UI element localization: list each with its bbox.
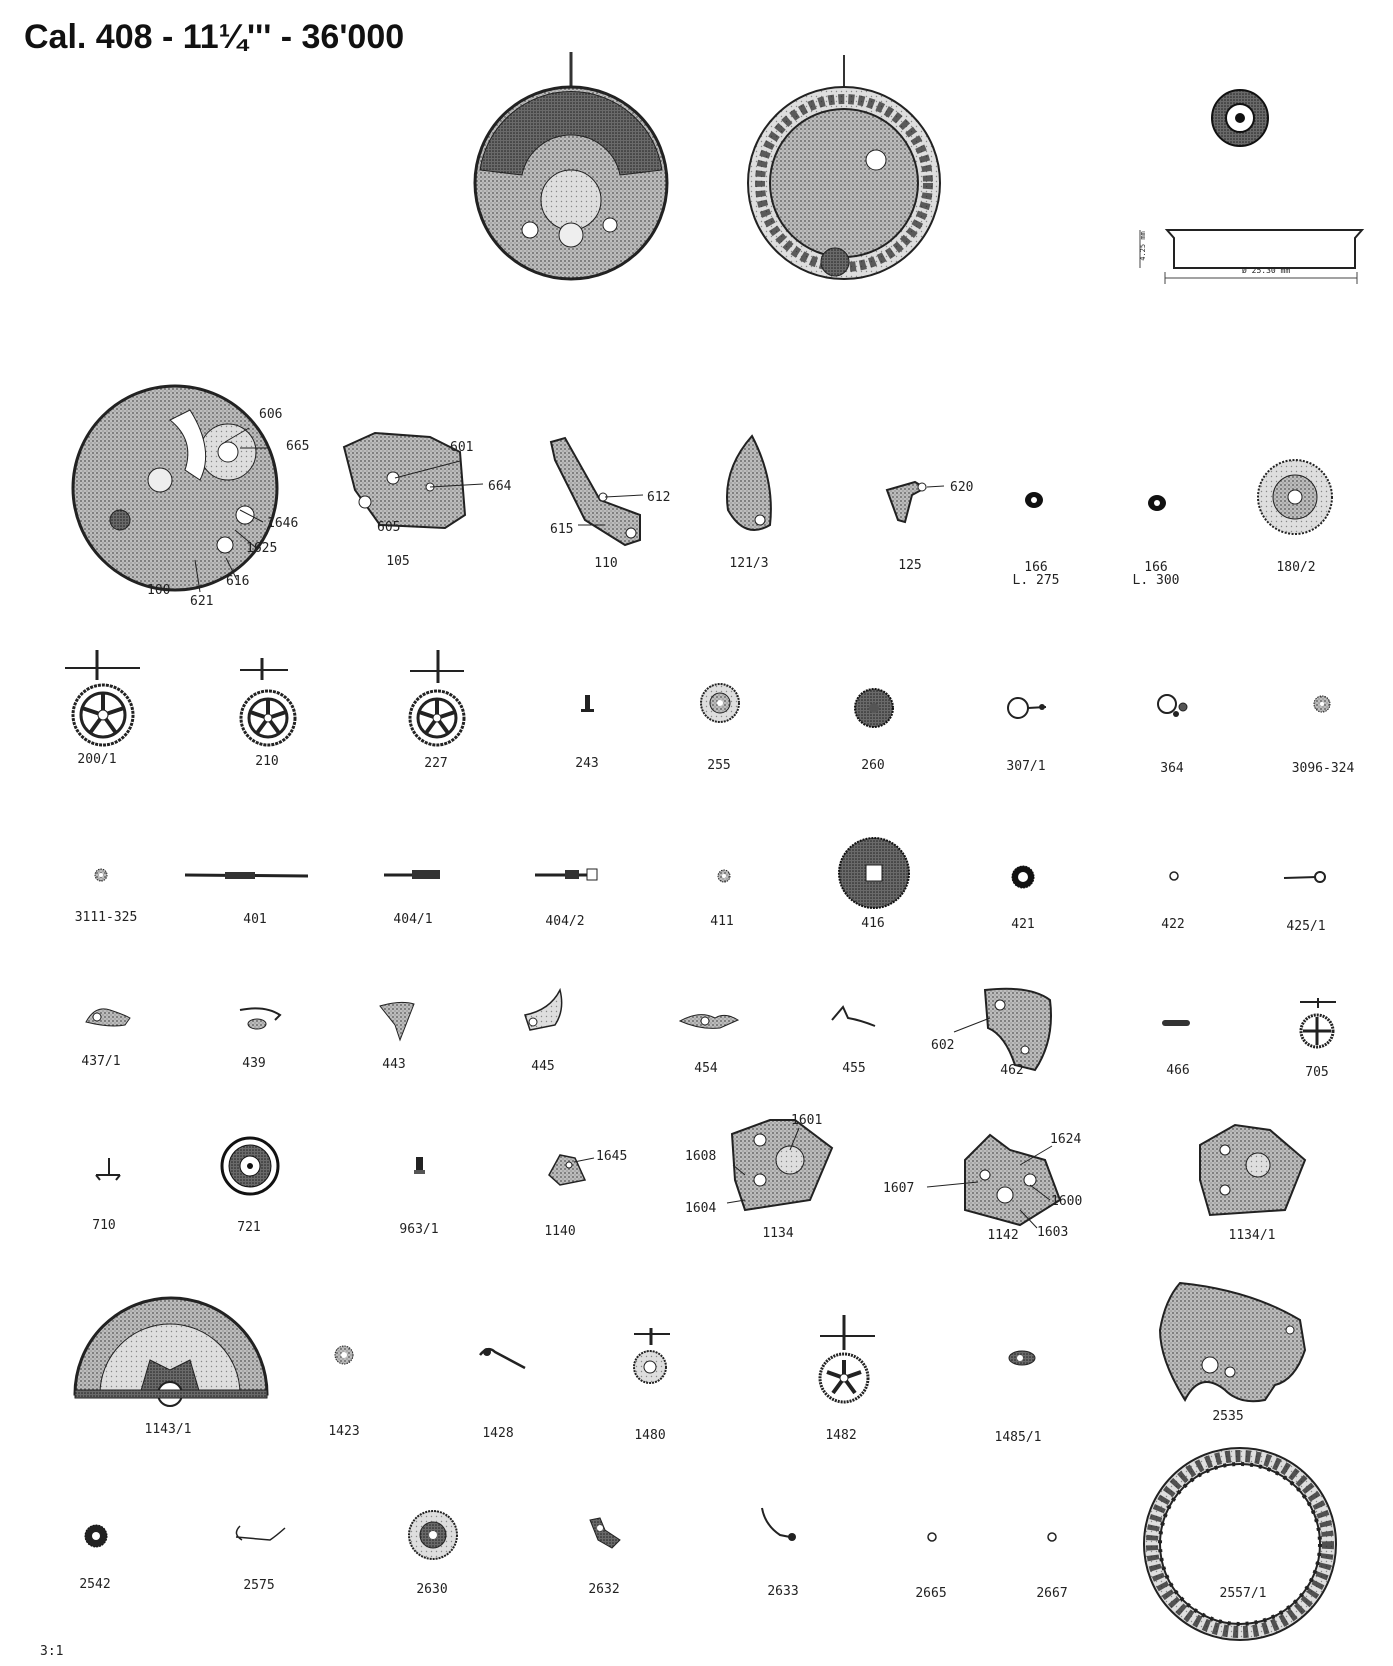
wheel-260 bbox=[855, 689, 893, 727]
callout-1624: 1624 bbox=[1050, 1132, 1082, 1147]
wheel-1480 bbox=[634, 1328, 670, 1383]
dimension-height-label: 4.25 mm bbox=[1138, 231, 1147, 261]
wheel-210 bbox=[240, 658, 295, 745]
spring-2633 bbox=[762, 1508, 796, 1541]
callout-100: 100 bbox=[147, 583, 171, 598]
part-422 bbox=[1170, 872, 1178, 880]
callout-621: 621 bbox=[190, 594, 214, 609]
part-label: 416 bbox=[861, 916, 885, 931]
callout-665: 665 bbox=[286, 439, 310, 454]
wheel-2630 bbox=[409, 1511, 457, 1559]
movement-dial-side bbox=[748, 55, 940, 279]
part-2667 bbox=[1048, 1533, 1056, 1541]
part-label: 454 bbox=[694, 1061, 718, 1076]
part-label: 1480 bbox=[634, 1428, 666, 1443]
plate-462 bbox=[954, 989, 1051, 1070]
part-label: 963/1 bbox=[399, 1222, 439, 1237]
pinion-243 bbox=[581, 695, 594, 712]
part-label: 1134 bbox=[762, 1226, 794, 1241]
callout-1608: 1608 bbox=[685, 1149, 717, 1164]
callout-616: 616 bbox=[226, 574, 250, 589]
part-label: 1485/1 bbox=[994, 1430, 1042, 1445]
part-label: 3096-324 bbox=[1291, 761, 1355, 776]
callout-615: 615 bbox=[550, 522, 574, 537]
part-label: 2557/1 bbox=[1219, 1586, 1267, 1601]
callout-1603: 1603 bbox=[1037, 1225, 1069, 1240]
part-label: 404/2 bbox=[545, 914, 585, 929]
part-label: 364 bbox=[1160, 761, 1184, 776]
callout-1646: 1646 bbox=[267, 516, 299, 531]
callout-612: 612 bbox=[647, 490, 671, 505]
part-label: L. 300 bbox=[1132, 573, 1180, 588]
main-plate-100 bbox=[73, 386, 277, 592]
jewel-166-275 bbox=[1025, 492, 1043, 508]
part-label: 404/1 bbox=[393, 912, 433, 927]
bridge-1134-1 bbox=[1200, 1125, 1305, 1215]
wheel-200-1 bbox=[65, 650, 140, 745]
part-1140 bbox=[549, 1155, 594, 1185]
part-710 bbox=[96, 1158, 120, 1180]
part-label: 243 bbox=[575, 756, 599, 771]
spring-2575 bbox=[236, 1526, 285, 1540]
part-label: 125 bbox=[898, 558, 922, 573]
part-label: 2667 bbox=[1036, 1586, 1068, 1601]
stem-404-2 bbox=[535, 869, 597, 880]
part-label: 307/1 bbox=[1006, 759, 1046, 774]
part-label: 227 bbox=[424, 756, 448, 771]
wheel-416 bbox=[839, 838, 909, 908]
part-label: 422 bbox=[1161, 917, 1185, 932]
part-label: 425/1 bbox=[1286, 919, 1326, 934]
part-label: 455 bbox=[842, 1061, 866, 1076]
part-label: 110 bbox=[594, 556, 618, 571]
part-label: 721 bbox=[237, 1220, 261, 1235]
part-425-1 bbox=[1284, 872, 1325, 882]
part-label: 2630 bbox=[416, 1582, 448, 1597]
dimension-diameter-label: Ø 25.30 mm bbox=[1242, 266, 1291, 275]
part-label: 2575 bbox=[243, 1578, 275, 1593]
callout-1607: 1607 bbox=[883, 1181, 915, 1196]
part-label: 411 bbox=[710, 914, 734, 929]
bridge-1142 bbox=[927, 1135, 1060, 1228]
scale-label: 3:1 bbox=[40, 1644, 64, 1659]
part-label: 1143/1 bbox=[144, 1422, 192, 1437]
part-label: 255 bbox=[707, 758, 731, 773]
part-label: 439 bbox=[242, 1056, 266, 1071]
part-label: 210 bbox=[255, 754, 279, 769]
part-443 bbox=[380, 1002, 414, 1040]
wheel-255 bbox=[701, 684, 739, 722]
part-label: 401 bbox=[243, 912, 267, 927]
part-label: 710 bbox=[92, 1218, 116, 1233]
part-label: 200/1 bbox=[77, 752, 117, 767]
wheel-705 bbox=[1300, 998, 1336, 1047]
part-label: 1428 bbox=[482, 1426, 514, 1441]
part-963-1 bbox=[414, 1157, 425, 1174]
part-label: 1482 bbox=[825, 1428, 857, 1443]
wheel-2542 bbox=[85, 1525, 107, 1547]
part-466 bbox=[1162, 1020, 1190, 1026]
callout-1600: 1600 bbox=[1051, 1194, 1083, 1209]
part-label: 2542 bbox=[79, 1577, 111, 1592]
part-label: 180/2 bbox=[1276, 560, 1316, 575]
callout-1604: 1604 bbox=[685, 1201, 717, 1216]
jewel-166-300 bbox=[1148, 495, 1166, 511]
callout-606: 606 bbox=[259, 407, 283, 422]
page-title: Cal. 408 - 11¼''' - 36'000 bbox=[24, 18, 405, 56]
rotor-1143-1 bbox=[75, 1298, 267, 1406]
part-label: 3111-325 bbox=[74, 910, 138, 925]
part-label: L. 275 bbox=[1012, 573, 1060, 588]
part-label: 705 bbox=[1305, 1065, 1329, 1080]
part-364 bbox=[1158, 695, 1187, 717]
callout-620: 620 bbox=[950, 480, 974, 495]
part-label: 2633 bbox=[767, 1584, 799, 1599]
barrel-180-2 bbox=[1258, 460, 1332, 534]
balance-721 bbox=[222, 1138, 278, 1194]
wheel-1482 bbox=[820, 1315, 875, 1402]
part-label: 2665 bbox=[915, 1586, 947, 1601]
part-307-1 bbox=[1008, 698, 1046, 718]
callout-1645: 1645 bbox=[596, 1149, 628, 1164]
part-label: 443 bbox=[382, 1057, 406, 1072]
wheel-3096-324 bbox=[1314, 696, 1330, 712]
part-label: 2535 bbox=[1212, 1409, 1244, 1424]
part-label: 466 bbox=[1166, 1063, 1190, 1078]
part-125 bbox=[887, 482, 944, 522]
callout-664: 664 bbox=[488, 479, 512, 494]
wheel-1423 bbox=[335, 1346, 353, 1364]
part-439 bbox=[240, 1008, 280, 1029]
spring-455 bbox=[832, 1007, 875, 1026]
part-445 bbox=[525, 990, 562, 1030]
part-label: 2632 bbox=[588, 1582, 620, 1597]
part-454 bbox=[680, 1015, 738, 1029]
wheel-421 bbox=[1012, 866, 1034, 888]
bridge-1134 bbox=[727, 1120, 832, 1210]
wheel-3111-325 bbox=[95, 869, 107, 881]
part-label: 121/3 bbox=[729, 556, 769, 571]
callout-1601: 1601 bbox=[791, 1113, 823, 1128]
part-437-1 bbox=[86, 1009, 130, 1026]
part-label: 1423 bbox=[328, 1424, 360, 1439]
part-label: 1142 bbox=[987, 1228, 1019, 1243]
part-label: 1134/1 bbox=[1228, 1228, 1276, 1243]
date-ring-2557-1 bbox=[1144, 1448, 1336, 1640]
stem-404-1 bbox=[384, 870, 440, 879]
rotor-2535 bbox=[1160, 1283, 1305, 1401]
part-label: 1140 bbox=[544, 1224, 576, 1239]
part-label: 421 bbox=[1011, 917, 1035, 932]
part-label: 166 bbox=[1144, 560, 1168, 575]
part-label: 105 bbox=[386, 554, 410, 569]
part-label: 462 bbox=[1000, 1063, 1024, 1078]
wheel-227 bbox=[410, 650, 464, 745]
part-label: 260 bbox=[861, 758, 885, 773]
movement-dimension-figure bbox=[1140, 230, 1362, 284]
part-2665 bbox=[928, 1533, 936, 1541]
movement-rotor-side bbox=[475, 52, 667, 279]
part-1428 bbox=[480, 1348, 525, 1368]
part-label: 166 bbox=[1024, 560, 1048, 575]
callout-1625: 1625 bbox=[246, 541, 278, 556]
callout-605: 605 bbox=[377, 520, 401, 535]
part-121-3 bbox=[727, 436, 771, 530]
part-label: 445 bbox=[531, 1059, 555, 1074]
stem-401 bbox=[185, 872, 308, 879]
wheel-411 bbox=[718, 870, 730, 882]
part-label: 437/1 bbox=[81, 1054, 121, 1069]
callout-602: 602 bbox=[931, 1038, 955, 1053]
part-2632 bbox=[590, 1518, 620, 1548]
part-1485-1 bbox=[1009, 1351, 1035, 1365]
callout-601: 601 bbox=[450, 440, 474, 455]
balance-wheel-small bbox=[1212, 90, 1268, 146]
